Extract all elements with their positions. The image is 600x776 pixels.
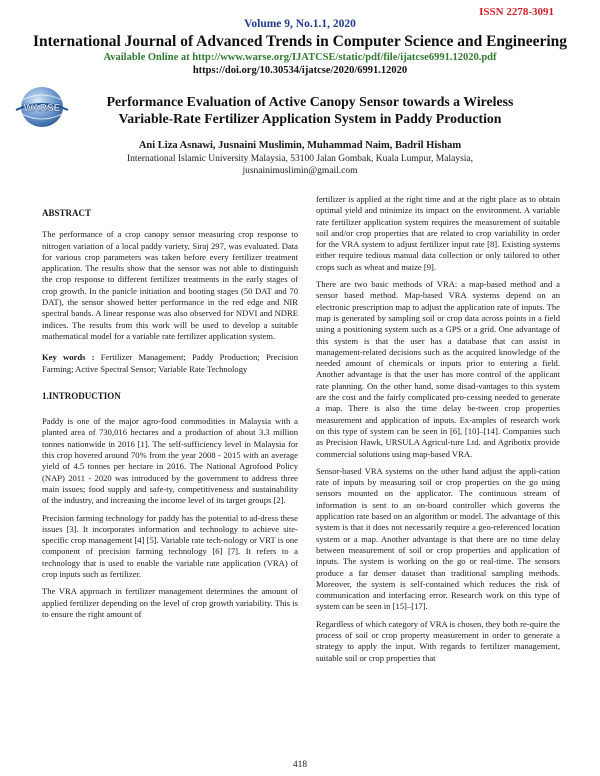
keywords-label: Key words :	[42, 352, 95, 363]
intro-paragraph-3: The VRA approach in fertilizer management determines the amount of applied fertilizer depending on the level of crop growth variability. This is to ensure the right amount of	[42, 586, 298, 619]
keywords	[42, 352, 298, 375]
abstract-heading: ABSTRACT	[42, 208, 92, 218]
intro-paragraph-1: Paddy is one of the major agro-food commodities in Malaysia with a planted area of 730,016 hectares and a production of about 3.3 million tonnes nationwide in 2016 [1]. The self-sufficiency level in Malaysia for this crop hovered around 70% from the year 2008 - 2015 with an average yield of 4.5 tonnes per hectare in 2016. The National Agrofood Policy (NAP) 2011 - 2020 was introduced by the government to address three main issues; food supply and safe-ty, competitiveness and sustainability of the industry, and increasing the income level of its target groups [2].	[42, 416, 298, 506]
paper-title	[80, 93, 540, 127]
body-paragraph-3: Sensor-based VRA systems on the other hand adjust the appli-cation rate of inputs by measuring soil or crop properties on the go using sensors mounted on the applicator. The continuous stream of information is sent to an on-board controller which governs the application rate based on an algorithm or model. The advantage of this system is that it does not necessarily require a geo-referenced location system or a map. Another advantage is that there are no time delay between measurement of soil or crop properties and application of inputs. The system is working on the go or real-time. The sensors produce a far denser dataset than traditional sampling methods. Moreover, the system is self-contained which reduces the risk of communication and interfacing error. Research work on this type of system can be seen in [15]–[17].	[316, 465, 560, 612]
intro-heading: 1.INTRODUCTION	[42, 390, 121, 401]
authors: Ani Liza Asnawi, Jusnaini Muslimin, Muhammad Naim, Badril Hisham	[138, 140, 462, 151]
page-number: 418	[292, 760, 308, 770]
abstract-text: The performance of a crop canopy sensor measuring crop response to nitrogen variation of a local paddy variety, Siraj 297, was evaluated. Data for various crop parameters was taken before every fertilizer treatment application. The results show that the sensor was not able to distinguish the crop response to different fertilizer treatments in the early stages of crop growth. In the panicle initiation and booting stages (50 DAT and 70 DAT), the sensor showed better performance in the red edge and NIR spectral bands. A linear response was also observed for NDVI and NDRE indices. The results from this work will be used to develop a suitable mathematical model for a variable rate fertilizer application system.	[42, 229, 298, 341]
body-paragraph-4: Regardless of which category of VRA is chosen, they both re-quire the process of soil or crop property measurement in order to generate a strategy to apply the input. With regards to fertilizer management, suitable soil or crop properties that	[316, 618, 560, 663]
body-paragraph-2: There are two basic methods of VRA: a map-based method and a sensor based method. Map-based VRA systems depend on an electronic prescription map to adjust the application rate of inputs. The map is generated by sampling soil or crop data across points in a field using a positioning system such as a GPS or a grid. One advantage of this system is that the user has a database that can assist in management-related decisions such as the acquired knowledge of the needed amount of chemicals or inputs prior to entering a field. Another advantage is that the user has more control of the applicant rate planning. On the other hand, some disad-vantages to this system are the cost and the fairly complicated pro-cessing needed to generate a map. There is also the time delay be-tween crop properties measurement and application of inputs. Ex-amples of research work on this type of system can be seen in [6], [10]–[14]. Companies such as Precision Hawk, URSULA Agricul-ture Ltd. and Agribotix provide commercial solutions using map-based VRA.	[316, 279, 560, 459]
volume-label: Volume 9, No.1.1, 2020	[244, 18, 356, 30]
online-link[interactable]: Available Online at http://www.warse.org/IJATCSE/static/pdf/file/ijatcse6991.12020.pdf	[103, 52, 497, 63]
journal-title: International Journal of Advanced Trends in Computer Science and Engineering	[32, 33, 568, 50]
intro-paragraph-2: Precision farming technology for paddy has the potential to ad-dress these issues [3]. It incorporates information and technology to achieve site-specific crop management [4] [5]. Variable rate tech-nology or VRT is one component of precision farming technology [6] [7]. It refers to a technology that is used to enable the variable rate application (VRA) of crop inputs such as fertilizer.	[42, 512, 298, 580]
warse-logo	[14, 84, 70, 130]
keywords-text: Fertilizer Management; Paddy Production; Precision Farming; Active Spectral Sensor; Variable Rate Technology	[42, 352, 298, 374]
title-line-1: Performance Evaluation of Active Canopy Sensor towards a Wireless	[106, 94, 514, 109]
title-line-2: Variable-Rate Fertilizer Application System in Paddy Production	[118, 111, 502, 126]
doi-link[interactable]: https://doi.org/10.30534/ijatcse/2020/6991.12020	[192, 65, 408, 76]
email: jusnainimuslimin@gmail.com	[242, 166, 358, 176]
issn-label: ISSN 2278-3091	[479, 6, 554, 18]
logo-text: WARSE	[23, 103, 61, 114]
left-column	[42, 208, 298, 626]
right-column	[316, 194, 560, 670]
affiliation-block	[0, 153, 600, 177]
body-paragraph-1: fertilizer is applied at the right time and at the right place as to obtain optimal yield and minimize its impact on the environment. A variable rate fertilizer application system requires the measurement of suitable soil and/or crop properties that are related to crop variability in order for the VRA system to adjust fertilizer input rate [8]. Existing systems either require tedious manual data collection or only tailored to other crops such as wheat and maize [9].	[316, 194, 560, 272]
affiliation: International Islamic University Malaysia, 53100 Jalan Gombak, Kuala Lumpur, Malaysia,	[126, 154, 474, 164]
